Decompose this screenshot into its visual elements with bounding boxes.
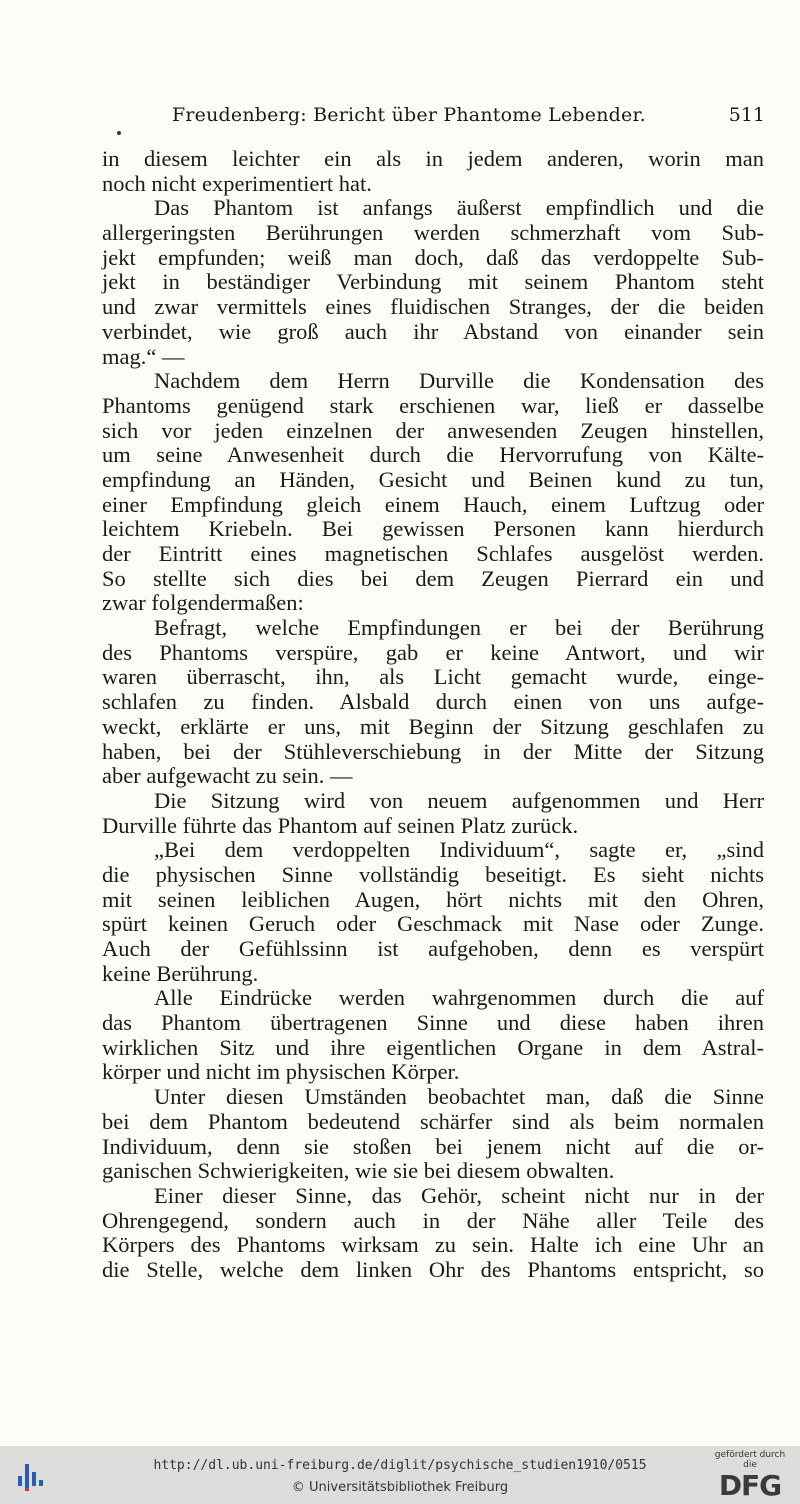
text-line: Ohrengegend, sondern auch in der Nähe aller Teile des [102,1207,764,1233]
dfg-logo-text: DFG [718,1469,782,1502]
text-line: die Stelle, welche dem linken Ohr des Phantoms entspricht, so [102,1256,764,1282]
text-line: noch nicht experimentiert hat. [102,170,372,196]
text-line: Alle Eindrücke werden wahrgenommen durch die auf [154,985,764,1011]
text-line: Das Phantom ist anfangs äußerst empfindlich und die [154,195,764,221]
footer-bar [0,1446,800,1504]
text-line: mag.“ — [102,343,185,369]
text-line: empfindung an Händen, Gesicht und Beinen kund zu tun, [102,466,764,492]
text-line: Befragt, welche Empfindungen er bei der Berührung [154,615,764,641]
text-line: die physischen Sinne vollständig beseitigt. Es sieht nichts [102,861,764,887]
funding-note: gefördert durch die [714,1450,786,1470]
text-line: wirklichen Sitz und ihre eigentlichen Organe in dem Astral- [102,1034,764,1060]
text-line: sich vor jeden einzelnen der anwesenden Zeugen hinstellen, [102,417,764,443]
header-title: Freudenberg: Bericht über Phantome Lebender. [172,104,646,126]
text-line: zwar folgendermaßen: [102,590,304,616]
text-line: weckt, erklärte er uns, mit Beginn der Sitzung geschlafen zu [102,713,764,739]
text-line: der Eintritt eines magnetischen Schlafes ausgelöst werden. [102,541,764,566]
text-line: Einer dieser Sinne, das Gehör, scheint nicht nur in der [154,1182,764,1208]
text-line: des Phantoms verspüre, gab er keine Antwort, und wir [102,639,764,665]
text-line: einer Empfindung gleich einem Hauch, einem Luftzug oder [102,491,764,517]
text-line: leichtem Kriebeln. Bei gewissen Personen kann hierdurch [102,516,764,542]
text-line: Körpers des Phantoms wirksam zu sein. Halte ich eine Uhr an [102,1232,764,1258]
text-line: jekt empfunden; weiß man doch, daß das verdoppelte Sub- [102,244,764,270]
text-line: verbindet, wie groß auch ihr Abstand von einander sein [102,318,764,344]
text-line: und zwar vermittels eines fluidischen Stranges, der die beiden [102,294,764,320]
text-line: waren überrascht, ihn, als Licht gemacht wurde, einge- [102,664,764,690]
text-line: jekt in beständiger Verbindung mit seinem Phantom steht [102,269,764,295]
text-line: aber aufgewacht zu sein. — [102,763,353,789]
text-line: Phantoms genügend stark erschienen war, ließ er dasselbe [102,392,764,418]
text-line: Unter diesen Umständen beobachtet man, daß die Sinne [154,1084,764,1110]
text-line: haben, bei der Stühleverschiebung in der Mitte der Sitzung [102,738,764,764]
source-url-link[interactable]: http://dl.ub.uni-freiburg.de/diglit/psychische_studien1910/0515 [153,1458,647,1473]
text-line: mit seinen leiblichen Augen, hört nichts mit den Ohren, [102,886,764,912]
text-line: um seine Anwesenheit durch die Hervorrufung von Kälte- [102,442,764,468]
text-line: „Bei dem verdoppelten Individuum“, sagte er, „sind [154,837,764,863]
body-text [102,147,764,1283]
text-line: Nachdem dem Herrn Durville die Kondensation des [154,368,764,394]
text-line: keine Berührung. [102,960,259,986]
page-number: 511 [728,104,765,126]
print-speck [117,131,121,135]
text-line: ganischen Schwierigkeiten, wie sie bei diesem obwalten. [102,1158,615,1184]
text-line: in diesem leichter ein als in jedem anderen, worin man [102,146,764,171]
text-line: das Phantom übertragenen Sinne und diese haben ihren [102,1010,764,1036]
text-line: allergeringsten Berührungen werden schmerzhaft vom Sub- [102,220,764,246]
text-line: So stellte sich dies bei dem Zeugen Pierrard ein und [102,565,764,591]
running-header [102,104,765,132]
text-line: spürt keinen Geruch oder Geschmack mit Nase oder Zunge. [102,911,764,937]
text-line: Auch der Gefühlssinn ist aufgehoben, denn es verspürt [102,936,764,961]
text-line: Durville führte das Phantom auf seinen Platz zurück. [102,812,579,838]
text-line: Die Sitzung wird von neuem aufgenommen und Herr [154,787,764,813]
copyright-notice: © Universitätsbibliothek Freiburg [291,1480,509,1495]
dfg-logo [708,1450,792,1500]
text-line: Individuum, denn sie stoßen bei jenem nicht auf die or- [102,1133,764,1159]
text-line: schlafen zu finden. Alsbald durch einen von uns aufge- [102,689,764,715]
text-line: bei dem Phantom bedeutend schärfer sind als beim normalen [102,1108,764,1134]
text-line: körper und nicht im physischen Körper. [102,1059,460,1085]
